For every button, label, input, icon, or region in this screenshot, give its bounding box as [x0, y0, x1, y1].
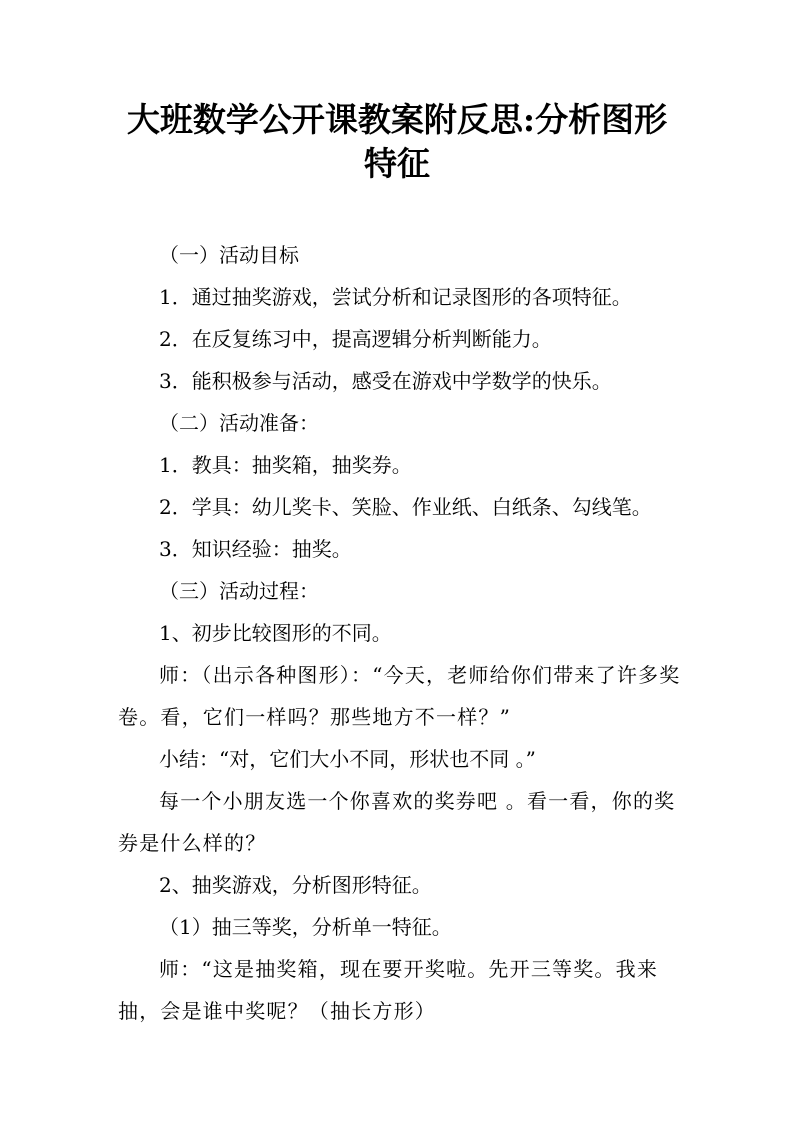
paragraph: 3．知识经验：抽奖。: [159, 537, 352, 561]
paragraph: 2、抽奖游戏，分析图形特征。: [159, 873, 432, 897]
paragraph: 1、初步比较图形的不同。: [159, 621, 392, 645]
section-heading-process: （三）活动过程：: [159, 579, 319, 603]
section-heading-preparation: （二）活动准备：: [159, 411, 319, 435]
paragraph: 2．在反复练习中，提高逻辑分析判断能力。: [159, 327, 552, 351]
paragraph: 1．教具：抽奖箱，抽奖券。: [159, 453, 412, 477]
paragraph: 师：（出示各种图形）：“今天，老师给你们带来了许多奖卷。看，它们一样吗？那些地方不一样？”: [118, 663, 681, 729]
paragraph: 师：“这是抽奖箱，现在要开奖啦。先开三等奖。我来抽，会是谁中奖呢？（抽长方形）: [118, 957, 659, 1023]
paragraph: 2．学具：幼儿奖卡、笑脸、作业纸、白纸条、勾线笔。: [159, 495, 652, 519]
paragraph: 1．通过抽奖游戏，尝试分析和记录图形的各项特征。: [159, 285, 632, 309]
document-title-line-1: 大班数学公开课教案附反思:分析图形: [126, 100, 668, 139]
paragraph: 3．能积极参与活动，感受在游戏中学数学的快乐。: [159, 369, 612, 393]
paragraph: 每一个小朋友选一个你喜欢的奖券吧 。看一看，你的奖券是什么样的？: [118, 789, 676, 855]
paragraph: 小结：“对，它们大小不同，形状也不同 。”: [159, 747, 536, 771]
section-heading-goals: （一）活动目标: [159, 243, 299, 267]
document-body: [118, 234, 688, 1032]
document-title-line-2: 特征: [364, 144, 430, 183]
paragraph: （1）抽三等奖，分析单一特征。: [159, 915, 452, 939]
